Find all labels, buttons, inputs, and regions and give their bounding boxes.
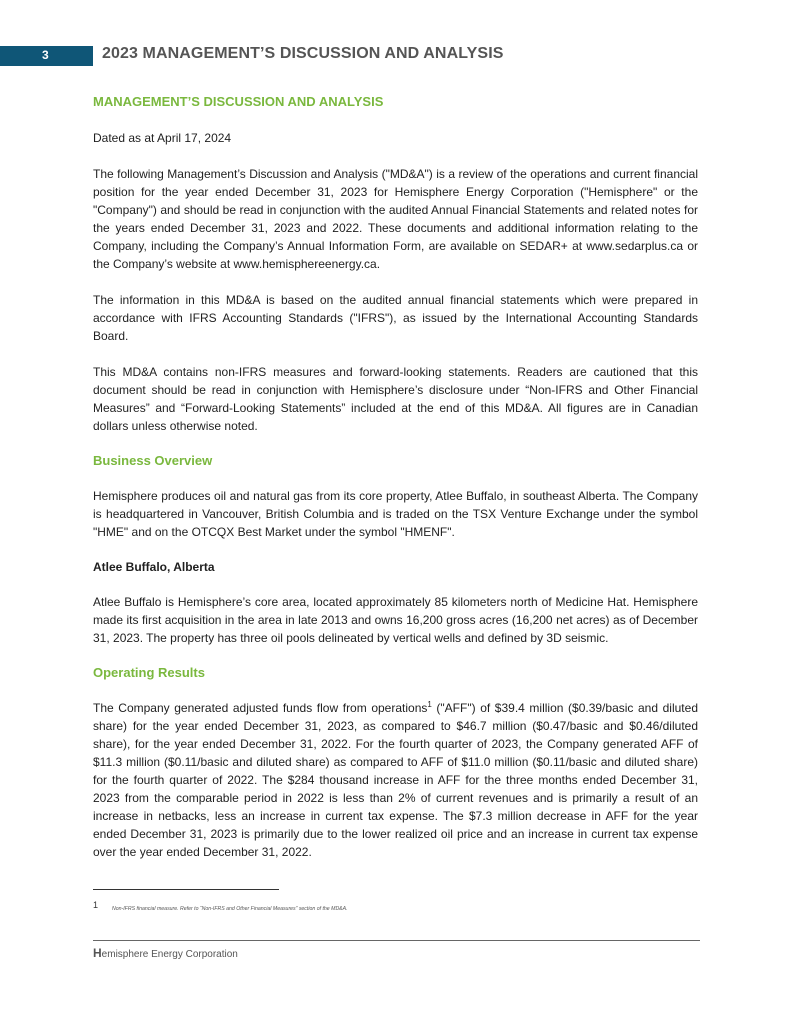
date-line: Dated as at April 17, 2024 [93, 131, 232, 145]
business-overview-paragraph: Hemisphere produces oil and natural gas from its core property, Atlee Buffalo, in southeast Alberta. The Company is headquartered in Vancouver, British Columbia and is traded on the TSX Venture Exchange under the symbol "HME" and on the OTCQX Best Market under the symbol "HMENF". [93, 489, 698, 539]
footer-divider [93, 940, 700, 941]
footnote-divider [93, 889, 279, 890]
business-overview-heading: Business Overview [93, 453, 213, 468]
intro-paragraph-1: The following Management’s Discussion and Analysis ("MD&A") is a review of the operations and current financial position for the year ended December 31, 2023 for Hemisphere Energy Corporation ("Hemisphere" or the "Company") and should be read in conjunction with the audited Annual Financial Statements and related notes for the years ended December 31, 2023 and 2022. These documents and additional information relating to the Company, including the Company’s Annual Information Form, are available on SEDAR+ at www.sedarplus.ca or the Company’s website at www.hemisphereenergy.ca. [93, 167, 698, 271]
operating-results-text-start: The Company generated adjusted funds flow from operations [93, 701, 428, 715]
operating-results-paragraph [93, 699, 698, 861]
intro-paragraph-3: This MD&A contains non-IFRS measures and forward-looking statements. Readers are cautioned that this document should be read in conjunction with Hemisphere’s disclosure under “Non-IFRS and Other Financial Measures” and “Forward-Looking Statements” included at the end of this MD&A. All figures are in Canadian dollars unless otherwise noted. [93, 365, 698, 433]
footer-company-name [93, 946, 238, 960]
main-section-title: MANAGEMENT’S DISCUSSION AND ANALYSIS [93, 94, 384, 109]
atlee-buffalo-heading: Atlee Buffalo, Alberta [93, 560, 215, 574]
operating-results-heading: Operating Results [93, 665, 205, 680]
footer-name-rest: emisphere Energy Corporation [101, 949, 238, 960]
footnote-reference: 1 [427, 700, 432, 709]
document-body [93, 93, 698, 861]
atlee-buffalo-paragraph: Atlee Buffalo is Hemisphere’s core area, located approximately 85 kilometers north of Medicine Hat. Hemisphere made its first acquisition in the area in late 2013 and owns 16,200 gross acres (16,200 net acres) as of December 31, 2023. The property has three oil pools delineated by vertical wells and defined by 3D seismic. [93, 595, 698, 645]
footnote-text: Non-IFRS financial measure. Refer to “Non-IFRS and Other Financial Measures” section of the MD&A. [112, 906, 348, 912]
header-title: 2023 MANAGEMENT’S DISCUSSION AND ANALYSIS [102, 45, 504, 62]
page-number: 3 [42, 48, 49, 62]
footer-initial: H [93, 946, 102, 960]
intro-paragraph-2: The information in this MD&A is based on the audited annual financial statements which were prepared in accordance with IFRS Accounting Standards ("IFRS"), as issued by the International Accounting Standards Board. [93, 293, 698, 343]
operating-results-text-rest: ("AFF") of $39.4 million ($0.39/basic and diluted share) for the year ended December 31, 2023, as compared to $46.7 million ($0.47/basic and $0.46/diluted share), for the year ended December 31, 2022. For the fourth quarter of 2023, the Company generated AFF of $11.3 million ($0.11/basic and diluted share) as compared to AFF of $11.0 million ($0.11/basic and diluted share) for the fourth quarter of 2022. The $284 thousand increase in AFF for the three months ended December 31, 2023 from the comparable period in 2022 is less than 2% of current revenues and is primarily a result of an increase in netbacks, less an increase in current tax expense. The $7.3 million decrease in AFF for the year ended December 31, 2023 is primarily due to the lower realized oil price and an increase in current tax expense over the year ended December 31, 2022. [93, 701, 698, 859]
footnote-number: 1 [93, 900, 99, 910]
